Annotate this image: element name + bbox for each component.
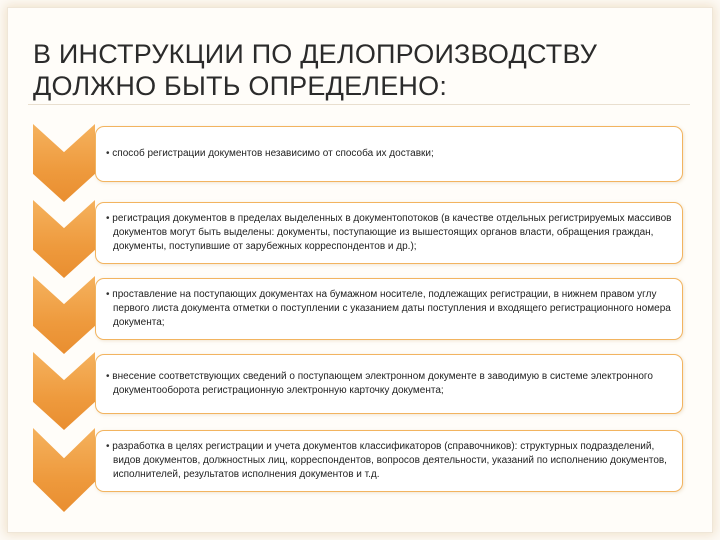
step-card — [95, 278, 683, 340]
step-card — [95, 126, 683, 182]
step-card — [95, 430, 683, 492]
step-card — [95, 354, 683, 414]
bullet-icon: • — [106, 289, 110, 300]
step-text — [96, 288, 682, 330]
step-card — [95, 202, 683, 264]
slide-title: В ИНСТРУКЦИИ ПО ДЕЛОПРОИЗВОДСТВУ ДОЛЖНО БЫТЬ ОПРЕДЕЛЕНО: — [33, 39, 598, 101]
step-text — [96, 212, 682, 254]
step-5-text: разработка в целях регистрации и учета документов классификаторов (справочников): структурных подразделений, видов документов, должностных лиц, корреспондентов, вопросов деятельности, указаний по исполнению документов, исполнителей, результатов исполнения документов и т.д. — [112, 441, 667, 480]
step-1-text: способ регистрации документов независимо от способа их доставки; — [112, 148, 434, 159]
step-4-text: внесение соответствующих сведений о поступающем электронном документе в заводимую в системе электронного документооборота регистрационную электронную карточку документа; — [112, 371, 653, 396]
chevron-arrow-icon — [33, 200, 95, 278]
bullet-icon: • — [106, 148, 110, 159]
chevron-arrow-icon — [33, 352, 95, 430]
chevron-arrow-icon — [33, 428, 95, 512]
step-text — [96, 440, 682, 482]
bullet-icon: • — [106, 213, 110, 224]
bullet-icon: • — [106, 441, 110, 452]
chevron-arrow-icon — [33, 124, 95, 202]
step-text — [96, 147, 442, 161]
bullet-icon: • — [106, 371, 110, 382]
step-text — [96, 370, 682, 398]
step-2-text: регистрация документов в пределах выделенных в документопотоков (в качестве отдельных регистрируемых массивов документов могут быть выделены: документы, поступающие из вышестоящих органов власти, обращения граждан, документы, поступившие от зарубежных корреспондентов и др.); — [112, 213, 672, 252]
chevron-arrow-icon — [33, 276, 95, 354]
step-3-text: проставление на поступающих документах на бумажном носителе, подлежащих регистрации, в нижнем правом углу первого листа документа отметки о поступлении с указанием даты поступления и входящего регистрационного номера документа; — [112, 289, 671, 328]
